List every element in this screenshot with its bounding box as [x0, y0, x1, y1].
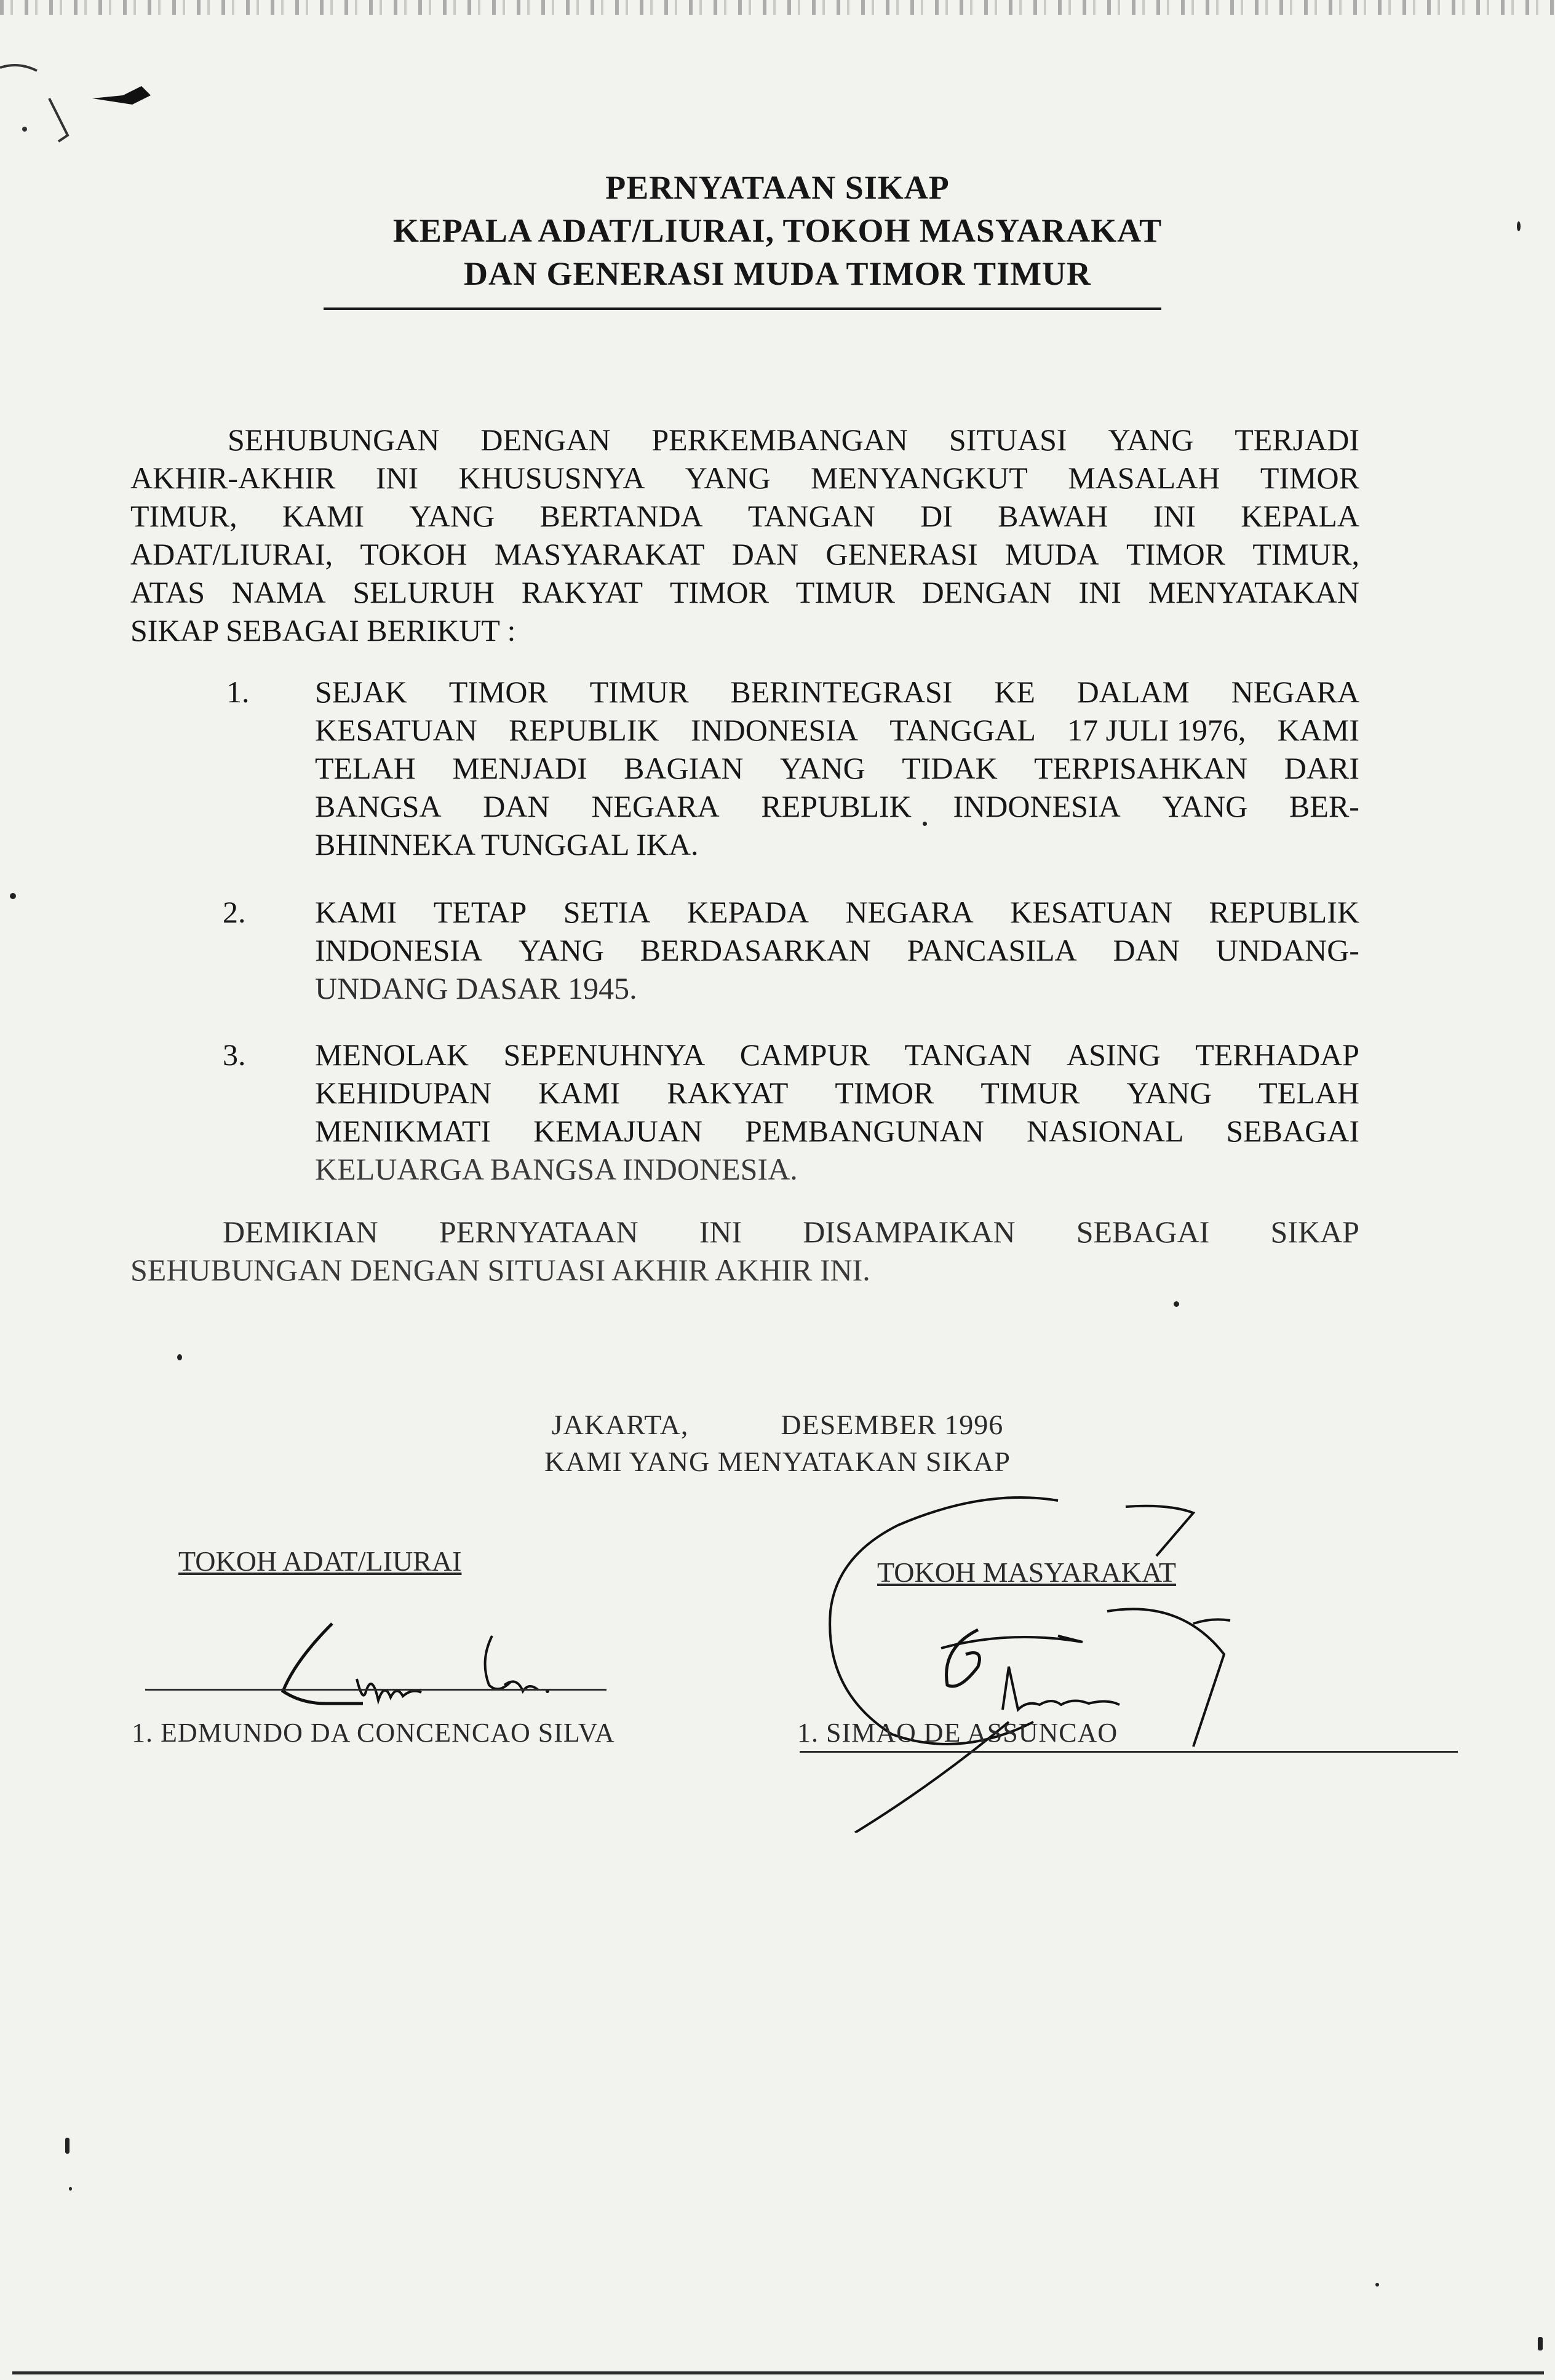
item-2-line-1: KAMI TETAP SETIA KEPADA NEGARA KESATUAN REPUBLIK: [315, 895, 1359, 929]
item-2-line-2: INDONESIA YANG BERDASARKAN PANCASILA DAN UNDANG-: [315, 933, 1359, 967]
item-3-number: 3.: [223, 1037, 246, 1072]
item-1-line-5: BHINNEKA TUNGGAL IKA.: [315, 827, 699, 862]
intro-line-2: AKHIR-AKHIR INI KHUSUSNYA YANG MENYANGKUT MASALAH TIMOR: [130, 461, 1359, 495]
item-1-line-1: SEJAK TIMOR TIMUR BERINTEGRASI KE DALAM NEGARA: [315, 675, 1359, 709]
date: DESEMBER 1996: [781, 1409, 1004, 1440]
item-3-line-4: KELUARGA BANGSA INDONESIA.: [315, 1152, 798, 1186]
scan-speck: [1375, 2283, 1379, 2287]
scan-speck: [1174, 1301, 1179, 1307]
scan-speck: [177, 1354, 182, 1360]
title-underline: [324, 307, 1161, 310]
left-signature: [258, 1611, 603, 1716]
statement-line: KAMI YANG MENYATAKAN SIKAP: [544, 1446, 1011, 1477]
intro-line-6: SIKAP SEBAGAI BERIKUT :: [130, 613, 516, 648]
right-signature: [800, 1488, 1464, 1833]
item-2-number: 2.: [223, 895, 246, 929]
left-signature-line: [145, 1689, 606, 1691]
right-signatory-heading: TOKOH MASYARAKAT: [877, 1557, 1177, 1588]
item-1-line-2: KESATUAN REPUBLIK INDONESIA TANGGAL 17 JULI 1976, KAMI: [315, 713, 1359, 747]
place: JAKARTA,: [551, 1409, 689, 1440]
title-line-3: DAN GENERASI MUDA TIMOR TIMUR: [463, 255, 1092, 292]
item-3-line-1: MENOLAK SEPENUHNYA CAMPUR TANGAN ASING TERHADAP: [315, 1037, 1359, 1072]
closing-line-2: SEHUBUNGAN DENGAN SITUASI AKHIR AKHIR INI.: [130, 1253, 870, 1287]
item-3-line-2: KEHIDUPAN KAMI RAKYAT TIMOR TIMUR YANG TELAH: [315, 1076, 1359, 1110]
title-line-2: KEPALA ADAT/LIURAI, TOKOH MASYARAKAT: [392, 212, 1163, 249]
item-2-line-3: UNDANG DASAR 1945.: [315, 971, 637, 1006]
intro-line-4: ADAT/LIURAI, TOKOH MASYARAKAT DAN GENERASI MUDA TIMOR TIMUR,: [130, 537, 1359, 571]
right-signatory-name: 1. SIMAO DE ASSUNCAO: [797, 1718, 1118, 1748]
place-date: [0, 1408, 1555, 1441]
scan-speck: [1538, 2337, 1543, 2350]
item-1-line-4: BANGSA DAN NEGARA REPUBLIK INDONESIA YANG BER-: [315, 789, 1359, 823]
item-1-line-3: TELAH MENJADI BAGIAN YANG TIDAK TERPISAHKAN DARI: [315, 751, 1359, 785]
scan-speck: [69, 2187, 72, 2191]
scan-speck: [10, 893, 16, 899]
scan-speck: [923, 822, 927, 826]
item-1-number: 1.: [226, 675, 250, 709]
item-3-line-3: MENIKMATI KEMAJUAN PEMBANGUNAN NASIONAL SEBAGAI: [315, 1114, 1359, 1148]
left-signatory-name: 1. EDMUNDO DA CONCENCAO SILVA: [132, 1718, 615, 1748]
title-line-1: PERNYATAAN SIKAP: [605, 169, 950, 206]
intro-line-5: ATAS NAMA SELURUH RAKYAT TIMOR TIMUR DENGAN INI MENYATAKAN: [130, 575, 1359, 609]
scan-speck: [1517, 221, 1521, 231]
left-signatory-heading: TOKOH ADAT/LIURAI: [178, 1545, 462, 1577]
scan-speck: [65, 2138, 70, 2154]
right-signature-line: [800, 1751, 1458, 1753]
intro-line-1: SEHUBUNGAN DENGAN PERKEMBANGAN SITUASI YANG TERJADI: [228, 422, 1359, 457]
scan-edge-noise: [0, 0, 1555, 15]
scan-bottom-edge: [12, 2371, 1544, 2374]
intro-line-3: TIMUR, KAMI YANG BERTANDA TANGAN DI BAWAH INI KEPALA: [130, 499, 1359, 533]
closing-line-1: DEMIKIAN PERNYATAAN INI DISAMPAIKAN SEBAGAI SIKAP: [223, 1215, 1359, 1249]
scan-mark: [0, 37, 185, 160]
